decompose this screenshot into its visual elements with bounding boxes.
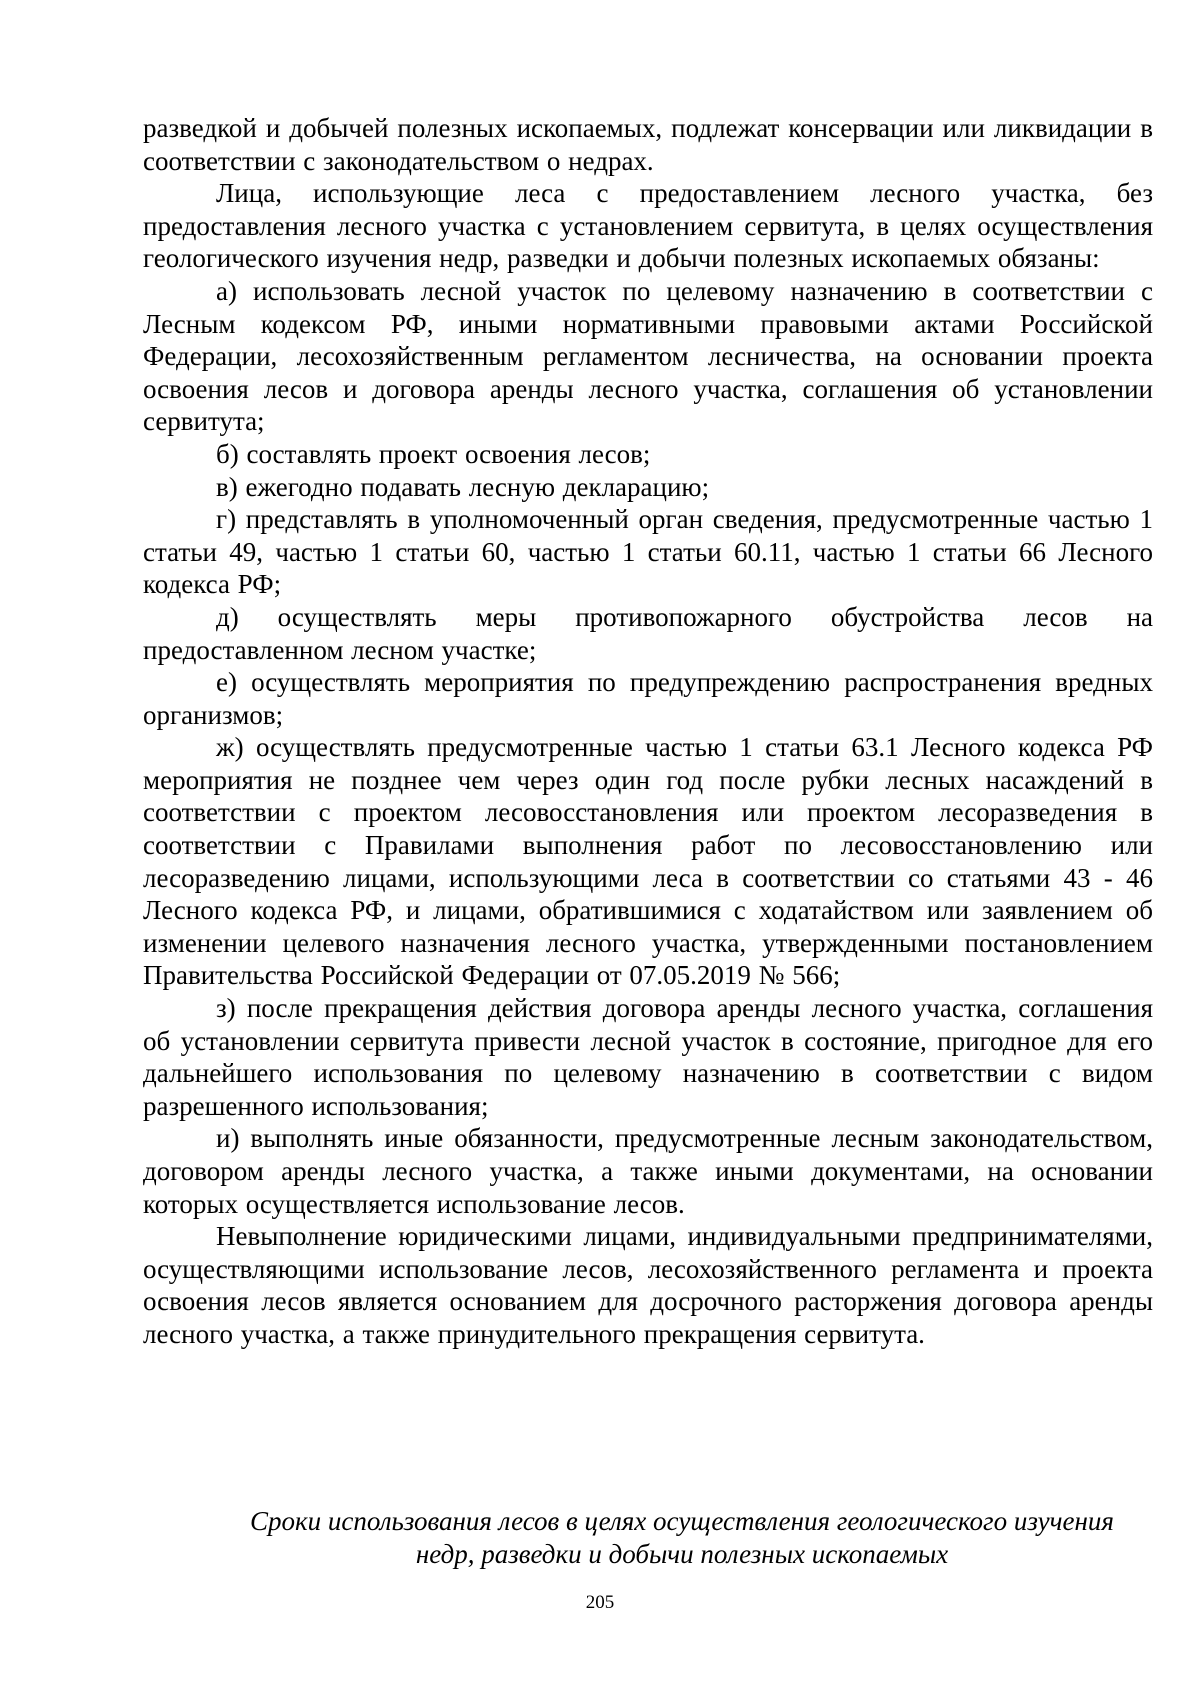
paragraph-item-b: б) составлять проект освоения лесов; xyxy=(216,438,651,469)
page-number: 205 xyxy=(585,1592,615,1613)
paragraph-obligations-intro: Лица, использующие леса с предоставлением лесного участка, без предоставления лесного участка с установлением сервитута, в целях осуществления геологического изучения недр, разведки и добычи полезных ископаемых обязаны: xyxy=(143,178,1153,274)
paragraph-item-a: а) использовать лесной участок по целевому назначению в соответствии с Лесным кодексом РФ, иными нормативными правовыми актами Российской Федерации, лесохозяйственным регламентом лесничества, на основании проекта освоения лесов и договора аренды лесного участка, соглашения об установлении сервитута; xyxy=(143,275,1153,437)
section-heading xyxy=(143,1505,1153,1570)
section-heading-line-2: недр, разведки и добычи полезных ископаемых xyxy=(415,1538,949,1569)
paragraph-item-v: в) ежегодно подавать лесную декларацию; xyxy=(216,471,710,502)
paragraph-item-g: г) представлять в уполномоченный орган сведения, предусмотренные частью 1 статьи 49, частью 1 статьи 60, частью 1 статьи 60.11, частью 1 статьи 66 Лесного кодекса РФ; xyxy=(143,504,1153,600)
paragraph-item-i: и) выполнять иные обязанности, предусмотренные лесным законодательством, договором аренды лесного участка, а также иными документами, на основании которых осуществляется использование лесов. xyxy=(143,1123,1153,1219)
paragraph-item-zh: ж) осуществлять предусмотренные частью 1 статьи 63.1 Лесного кодекса РФ мероприятия не позднее чем через один год после рубки лесных насаждений в соответствии с проектом лесовосстановления или проектом лесоразведения в соответствии с Правилами выполнения работ по лесовосстановлению или лесоразведению лицами, использующими леса в соответствии со статьями 43 - 46 Лесного кодекса РФ, и лицами, обратившимися с ходатайством или заявлением об изменении целевого назначения лесного участка, утвержденными постановлением Правительства Российской Федерации от 07.05.2019 № 566; xyxy=(143,732,1153,991)
paragraph-intro-continuation: разведкой и добычей полезных ископаемых, подлежат консервации или ликвидации в соответствии с законодательством о недрах. xyxy=(143,113,1153,176)
document-body xyxy=(143,112,1153,1351)
paragraph-item-d: д) осуществлять меры противопожарного обустройства лесов на предоставленном лесном участке; xyxy=(143,601,1153,665)
section-heading-line-1: Сроки использования лесов в целях осуществления геологического изучения xyxy=(250,1506,1114,1536)
paragraph-non-compliance: Невыполнение юридическими лицами, индивидуальными предпринимателями, осуществляющими использование лесов, лесохозяйственного регламента и проекта освоения лесов является основанием для досрочного расторжения договора аренды лесного участка, а также принудительного прекращения сервитута. xyxy=(143,1221,1153,1349)
paragraph-item-z: з) после прекращения действия договора аренды лесного участка, соглашения об установлении сервитута привести лесной участок в состояние, пригодное для его дальнейшего использования по целевому назначению в соответствии с видом разрешенного использования; xyxy=(143,993,1153,1121)
paragraph-item-e: е) осуществлять мероприятия по предупреждению распространения вредных организмов; xyxy=(143,667,1153,730)
